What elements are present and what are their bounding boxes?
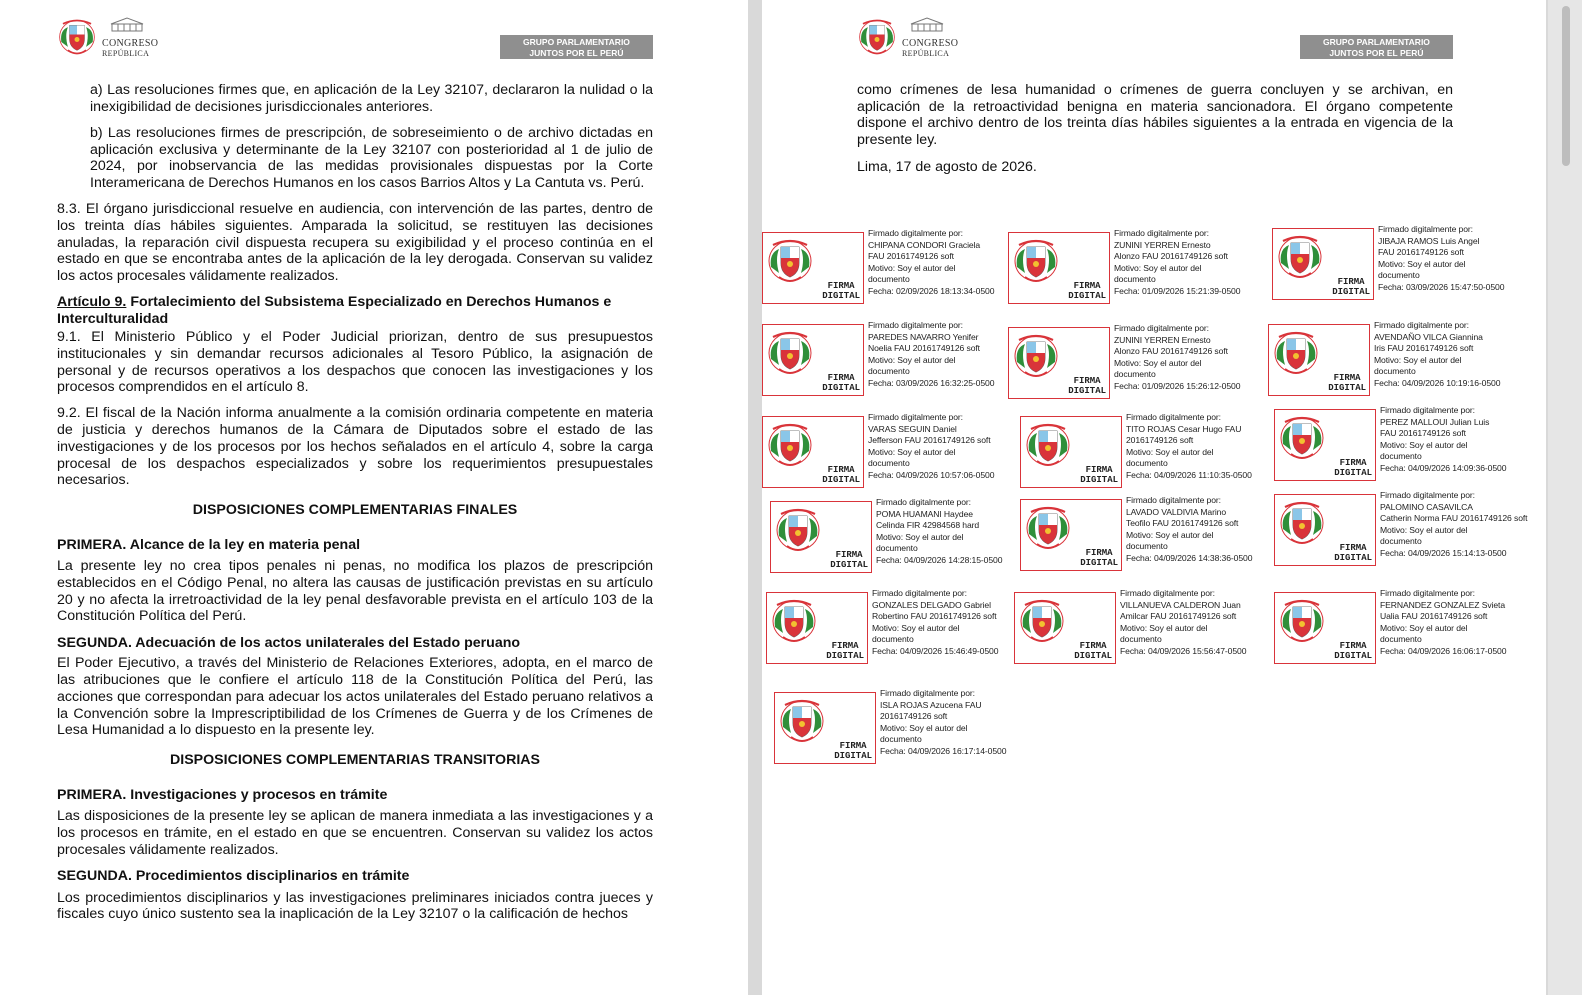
signature-details	[1126, 495, 1252, 565]
signature-date: Fecha: 04/09/2026 14:28:15-0500	[876, 554, 1003, 565]
signature-date: Fecha: 04/09/2026 14:09:36-0500	[1380, 462, 1507, 473]
digital-signature-10	[770, 497, 1020, 577]
signature-reason-cont: documento	[1126, 541, 1168, 552]
firma-digital-label	[1334, 543, 1372, 563]
signed-by-label: Firmado digitalmente por:	[872, 588, 967, 598]
firma-word: FIRMA	[1333, 373, 1361, 383]
signed-by-label: Firmado digitalmente por:	[1378, 224, 1473, 234]
firma-digital-label	[1332, 277, 1370, 297]
digital-signature-11	[1020, 495, 1270, 575]
signature-details	[1380, 490, 1527, 560]
final-1-text: La presente ley no crea tipos penales ni penas, no modifica los plazos de prescripción establecidos en el Código Penal, no altera las causas de justificación previstas en su artículo 20 y no afecta la irretroactividad de la ley penal desfavorable prevista en el artículo 103 de la Constitución Política del Perú.	[57, 558, 653, 625]
signature-date: Fecha: 04/09/2026 14:38:36-0500	[1126, 552, 1253, 563]
signature-reason-cont: documento	[1374, 366, 1416, 377]
scrollbar-thumb[interactable]	[1562, 6, 1570, 166]
right-page-body	[857, 82, 1453, 185]
coat-of-arms-icon	[1279, 414, 1325, 462]
digital-word: DIGITAL	[1328, 383, 1366, 393]
coat-of-arms-icon	[771, 597, 817, 645]
coat-of-arms-icon	[767, 329, 813, 377]
signer-certificate: FAU 20161749126 soft	[1380, 428, 1466, 439]
signed-by-label: Firmado digitalmente por:	[1380, 588, 1475, 598]
signer-certificate: 20161749126 soft	[880, 711, 948, 722]
signature-reason: Motivo: Soy el autor del	[868, 354, 956, 365]
signature-details	[1126, 412, 1252, 482]
coat-of-arms-icon	[1273, 329, 1319, 377]
signature-date: Fecha: 04/09/2026 10:57:06-0500	[868, 469, 995, 480]
coat-of-arms-icon	[858, 14, 896, 60]
signer-name: PAREDES NAVARRO Yenifer	[868, 331, 979, 342]
digital-word: DIGITAL	[834, 751, 872, 761]
digital-word: DIGITAL	[826, 651, 864, 661]
firma-digital-stamp	[1272, 228, 1374, 300]
signer-certificate: Iris FAU 20161749126 soft	[1374, 343, 1474, 354]
document-page-left	[0, 0, 748, 995]
signature-reason: Motivo: Soy el autor del	[872, 622, 960, 633]
coat-of-arms-icon	[779, 697, 825, 745]
coat-of-arms-icon	[1277, 233, 1323, 281]
firma-digital-label	[822, 373, 860, 393]
signature-details	[868, 320, 994, 390]
signature-details	[876, 497, 1002, 567]
signer-name: JIBAJA RAMOS Luis Angel	[1378, 235, 1480, 246]
digital-signature-8	[1020, 412, 1270, 492]
signature-reason: Motivo: Soy el autor del	[868, 262, 956, 273]
signature-date: Fecha: 03/09/2026 15:47:50-0500	[1378, 281, 1505, 292]
signed-by-label: Firmado digitalmente por:	[1114, 228, 1209, 238]
firma-digital-stamp	[762, 416, 864, 488]
signature-reason-cont: documento	[876, 543, 918, 554]
firma-digital-stamp	[1008, 327, 1110, 399]
firma-digital-label	[826, 641, 864, 661]
firma-word: FIRMA	[835, 550, 863, 560]
signed-by-label: Firmado digitalmente por:	[1114, 323, 1209, 333]
signature-reason-cont: documento	[1380, 634, 1422, 645]
firma-digital-stamp	[774, 692, 876, 764]
final-2-text: El Poder Ejecutivo, a través del Ministerio de Relaciones Exteriores, adopta, en el marco de las atribuciones que le confiere el artículo 118 de la Constitución Política del Perú, las acciones que correspondan para adecuar los actos unilaterales del Estado peruano relativos a la Convención sobre la Imprescriptibilidad de los Crímenes de Guerra y de los Crímenes de Lesa Humanidad a lo dispuesto en la presente ley.	[57, 655, 653, 739]
signature-reason: Motivo: Soy el autor del	[1114, 262, 1202, 273]
signature-date: Fecha: 02/09/2026 18:13:34-0500	[868, 285, 995, 296]
firma-word: FIRMA	[1339, 543, 1367, 553]
paragraph-8-3: 8.3. El órgano jurisdiccional resuelve en audiencia, con intervención de las partes, dentro de los treinta días hábiles siguientes. Amparada la solicitud, se restituyen las decisiones anuladas, la reparación civil dispuesta recupera su exigibilidad y el proceso continúa en el estado en que se encontraba antes de la aplicación de la ley derogada. Conservan su validez los actos procesales válidamente realizados.	[57, 201, 653, 285]
signer-name: PEREZ MALLOUI Julian Luis	[1380, 416, 1490, 427]
firma-digital-label	[1068, 281, 1106, 301]
coat-of-arms-icon	[775, 506, 821, 554]
signer-certificate: Ualia FAU 20161749126 soft	[1380, 611, 1488, 622]
firma-digital-label	[834, 741, 872, 761]
signer-certificate: Robertino FAU 20161749126 soft	[872, 611, 997, 622]
digital-signature-7	[762, 412, 1012, 492]
signer-name: POMA HUAMANI Haydee	[876, 508, 973, 519]
article-9-heading	[57, 294, 653, 327]
coat-of-arms-icon	[767, 237, 813, 285]
coat-of-arms-icon	[1013, 237, 1059, 285]
signature-details	[868, 228, 994, 298]
signature-details	[1114, 323, 1240, 393]
firma-digital-stamp	[766, 592, 868, 664]
firma-digital-label	[1080, 548, 1118, 568]
signature-reason: Motivo: Soy el autor del	[1380, 524, 1468, 535]
firma-word: FIRMA	[1339, 641, 1367, 651]
firma-word: FIRMA	[1339, 458, 1367, 468]
paragraph-9-1: 9.1. El Ministerio Público y el Poder Judicial priorizan, dentro de sus presupuestos institucionales y sin demandar recursos adicionales al Tesoro Público, la asignación de personal y de recursos operativos a los despachos que conocen las investigaciones y los procesos comprendidos en el artículo 8.	[57, 329, 653, 396]
date-line: Lima, 17 de agosto de 2026.	[857, 158, 1037, 175]
digital-word: DIGITAL	[1068, 291, 1106, 301]
signature-reason-cont: documento	[1378, 270, 1420, 281]
final-1-title: PRIMERA. Alcance de la ley en materia penal	[57, 536, 361, 553]
congreso-line2: REPÚBLICA	[102, 49, 150, 58]
paragraph-a: a) Las resoluciones firmes que, en aplicación de la Ley 32107, declararon la nulidad o la inexigibilidad de decisiones jurisdiccionales anteriores.	[90, 82, 653, 115]
signature-reason: Motivo: Soy el autor del	[1380, 439, 1468, 450]
digital-signature-13	[766, 588, 1016, 668]
firma-word: FIRMA	[1073, 376, 1101, 386]
signed-by-label: Firmado digitalmente por:	[1126, 412, 1221, 422]
signer-certificate: FAU 20161749126 soft	[1378, 247, 1464, 258]
coat-of-arms-icon	[1279, 499, 1325, 547]
signature-date: Fecha: 04/09/2026 15:14:13-0500	[1380, 547, 1507, 558]
signed-by-label: Firmado digitalmente por:	[880, 688, 975, 698]
digital-signature-5	[1008, 323, 1258, 403]
digital-word: DIGITAL	[1074, 651, 1112, 661]
signature-details	[1378, 224, 1504, 294]
digital-signature-14	[1014, 588, 1264, 668]
firma-word: FIRMA	[1085, 548, 1113, 558]
signed-by-label: Firmado digitalmente por:	[868, 320, 963, 330]
transitory-1-title: PRIMERA. Investigaciones y procesos en trámite	[57, 786, 388, 803]
firma-digital-stamp	[762, 324, 864, 396]
signature-details	[872, 588, 998, 658]
firma-digital-stamp	[1274, 494, 1376, 566]
firma-digital-stamp	[770, 501, 872, 573]
digital-signature-12	[1274, 490, 1528, 570]
firma-word: FIRMA	[1337, 277, 1365, 287]
transitory-2-title: SEGUNDA. Procedimientos disciplinarios en trámite	[57, 867, 410, 884]
firma-digital-stamp	[1014, 592, 1116, 664]
signer-certificate: FAU 20161749126 soft	[868, 251, 954, 262]
congress-building-icon	[110, 16, 144, 32]
signed-by-label: Firmado digitalmente por:	[868, 228, 963, 238]
signature-date: Fecha: 04/09/2026 16:06:17-0500	[1380, 645, 1507, 656]
signature-reason-cont: documento	[868, 366, 910, 377]
signature-details	[880, 688, 1006, 758]
signer-certificate: 20161749126 soft	[1126, 435, 1194, 446]
congreso-wordmark	[902, 32, 958, 59]
congreso-line1: CONGRESO	[102, 38, 159, 49]
firma-word: FIRMA	[1073, 281, 1101, 291]
transitory-1-text: Las disposiciones de la presente ley se aplican de manera inmediata a las investigaciones y a los procesos en trámite, en el estado en que se encuentren. Conservan su validez los actos procesales válidamente realizados.	[57, 808, 653, 858]
signature-date: Fecha: 04/09/2026 10:19:16-0500	[1374, 377, 1501, 388]
article-9-label: Artículo 9.	[57, 294, 127, 311]
article-9-title: Fortalecimiento del Subsistema Especializado en Derechos Humanos e Interculturalidad	[57, 294, 612, 327]
signer-certificate: Noelia FAU 20161749126 soft	[868, 343, 980, 354]
signature-details	[1374, 320, 1500, 390]
signature-reason: Motivo: Soy el autor del	[1126, 446, 1214, 457]
signature-reason: Motivo: Soy el autor del	[1114, 357, 1202, 368]
firma-digital-label	[1334, 458, 1372, 478]
final-2-title: SEGUNDA. Adecuación de los actos unilaterales del Estado peruano	[57, 634, 521, 651]
digital-word: DIGITAL	[1334, 553, 1372, 563]
signed-by-label: Firmado digitalmente por:	[876, 497, 971, 507]
signed-by-label: Firmado digitalmente por:	[1380, 405, 1475, 415]
digital-signature-15	[1274, 588, 1524, 668]
signature-reason: Motivo: Soy el autor del	[1378, 258, 1466, 269]
digital-word: DIGITAL	[1334, 651, 1372, 661]
signature-date: Fecha: 01/09/2026 15:21:39-0500	[1114, 285, 1241, 296]
signature-details	[1380, 588, 1506, 658]
signature-reason-cont: documento	[880, 734, 922, 745]
badge-line1: GRUPO PARLAMENTARIO	[523, 37, 630, 47]
signature-reason: Motivo: Soy el autor del	[880, 722, 968, 733]
signer-certificate: Teofilo FAU 20161749126 soft	[1126, 518, 1239, 529]
congreso-logo	[858, 14, 970, 64]
paragraph-9-2: 9.2. El fiscal de la Nación informa anualmente a la comisión ordinaria competente en materia de justicia y derechos humanos de la Cámara de Diputados sobre el estado de las investigaciones y de los procesos por los hechos señalados en el artículo 4, sobre la carga procesal de los despachos especializados y sobre los requerimientos presupuestales necesarios.	[57, 405, 653, 489]
signature-date: Fecha: 04/09/2026 16:17:14-0500	[880, 745, 1007, 756]
signer-certificate: Alonzo FAU 20161749126 soft	[1114, 251, 1228, 262]
digital-word: DIGITAL	[822, 475, 860, 485]
firma-digital-label	[1328, 373, 1366, 393]
dct-heading: DISPOSICIONES COMPLEMENTARIAS TRANSITORIAS	[170, 751, 540, 768]
digital-signature-16	[774, 688, 1024, 768]
badge-line1: GRUPO PARLAMENTARIO	[1323, 37, 1430, 47]
firma-word: FIRMA	[1079, 641, 1107, 651]
digital-word: DIGITAL	[822, 383, 860, 393]
digital-word: DIGITAL	[1080, 558, 1118, 568]
signature-date: Fecha: 04/09/2026 15:56:47-0500	[1120, 645, 1247, 656]
coat-of-arms-icon	[1025, 504, 1071, 552]
paragraph-b: b) Las resoluciones firmes de prescripción, de sobreseimiento o de archivo dictadas en aplicación exclusiva y determinante de la Ley 32107 con posterioridad al 1 de julio de 2024, por inobservancia de las medidas provisionales dispuestas por la Corte Interamericana de Derechos Humanos en los casos Barrios Altos y La Cantuta vs. Perú.	[90, 124, 653, 192]
signature-details	[1114, 228, 1240, 298]
signer-name: LAVADO VALDIVIA Marino	[1126, 506, 1227, 517]
firma-digital-label	[822, 465, 860, 485]
firma-word: FIRMA	[827, 373, 855, 383]
signature-reason-cont: documento	[868, 458, 910, 469]
signer-name: FERNANDEZ GONZALEZ Svieta	[1380, 599, 1505, 610]
signer-name: ISLA ROJAS Azucena FAU	[880, 699, 982, 710]
congreso-line2: REPÚBLICA	[902, 49, 950, 58]
signature-reason-cont: documento	[1380, 536, 1422, 547]
signed-by-label: Firmado digitalmente por:	[1374, 320, 1469, 330]
signer-name: PALOMINO CASAVILCA	[1380, 501, 1473, 512]
group-badge	[500, 35, 653, 59]
signature-date: Fecha: 01/09/2026 15:26:12-0500	[1114, 380, 1241, 391]
coat-of-arms-icon	[58, 14, 96, 60]
signer-name: TITO ROJAS Cesar Hugo FAU	[1126, 423, 1242, 434]
digital-word: DIGITAL	[1334, 468, 1372, 478]
signature-reason-cont: documento	[872, 634, 914, 645]
transitory-2-text: Los procedimientos disciplinarios y las investigaciones preliminares iniciados contra jueces y fiscales cuyo único sustento sea la inaplicación de la Ley 32107 o la calificación de hechos	[57, 889, 653, 923]
signature-reason: Motivo: Soy el autor del	[868, 446, 956, 457]
badge-line2: JUNTOS POR EL PERÚ	[529, 48, 624, 58]
signature-reason: Motivo: Soy el autor del	[1120, 622, 1208, 633]
firma-word: FIRMA	[831, 641, 859, 651]
digital-signature-3	[1272, 224, 1522, 304]
signer-name: GONZALES DELGADO Gabriel	[872, 599, 991, 610]
firma-digital-stamp	[1008, 232, 1110, 304]
firma-word: FIRMA	[1085, 465, 1113, 475]
signature-reason-cont: documento	[1120, 634, 1162, 645]
signed-by-label: Firmado digitalmente por:	[1120, 588, 1215, 598]
firma-word: FIRMA	[827, 281, 855, 291]
digital-word: DIGITAL	[822, 291, 860, 301]
dcf-heading: DISPOSICIONES COMPLEMENTARIAS FINALES	[192, 501, 518, 518]
signature-date: Fecha: 04/09/2026 11:10:35-0500	[1126, 469, 1252, 480]
signer-certificate: Catherin Norma FAU 20161749126 soft	[1380, 513, 1528, 524]
signature-reason-cont: documento	[1126, 458, 1168, 469]
signature-details	[868, 412, 994, 482]
signature-reason: Motivo: Soy el autor del	[1374, 354, 1462, 365]
signature-details	[1380, 405, 1506, 475]
firma-digital-label	[1334, 641, 1372, 661]
firma-digital-label	[822, 281, 860, 301]
firma-digital-stamp	[1274, 409, 1376, 481]
signature-reason-cont: documento	[1114, 369, 1156, 380]
signer-name: ZUNINI YERREN Ernesto	[1114, 334, 1211, 345]
badge-line2: JUNTOS POR EL PERÚ	[1329, 48, 1424, 58]
signed-by-label: Firmado digitalmente por:	[1126, 495, 1221, 505]
digital-word: DIGITAL	[1080, 475, 1118, 485]
firma-digital-label	[830, 550, 868, 570]
digital-word: DIGITAL	[830, 560, 868, 570]
firma-digital-label	[1068, 376, 1106, 396]
signature-date: Fecha: 04/09/2026 15:46:49-0500	[872, 645, 999, 656]
firma-digital-stamp	[1020, 499, 1122, 571]
digital-signature-9	[1274, 405, 1524, 485]
digital-word: DIGITAL	[1332, 287, 1370, 297]
left-page-body	[57, 82, 653, 933]
coat-of-arms-icon	[767, 421, 813, 469]
digital-word: DIGITAL	[1068, 386, 1106, 396]
coat-of-arms-icon	[1019, 597, 1065, 645]
digital-signature-1	[762, 228, 1012, 308]
firma-digital-stamp	[1268, 324, 1370, 396]
firma-digital-stamp	[762, 232, 864, 304]
coat-of-arms-icon	[1279, 597, 1325, 645]
digital-signature-2	[1008, 228, 1258, 308]
signed-by-label: Firmado digitalmente por:	[868, 412, 963, 422]
signer-name: ZUNINI YERREN Ernesto	[1114, 239, 1211, 250]
congreso-line1: CONGRESO	[902, 38, 959, 49]
digital-signature-4	[762, 320, 1012, 400]
signed-by-label: Firmado digitalmente por:	[1380, 490, 1475, 500]
firma-digital-label	[1074, 641, 1112, 661]
signature-details	[1120, 588, 1246, 658]
paragraph-continuation: como crímenes de lesa humanidad o crímenes de guerra concluyen y se archivan, en aplicación de la retroactividad benigna en materia sancionadora. El órgano competente dispone el archivo dentro de los treinta días hábiles siguientes a la entrada en vigencia de la presente ley.	[857, 82, 1453, 149]
signer-certificate: Jefferson FAU 20161749126 soft	[868, 435, 991, 446]
signer-certificate: Celinda FIR 42984568 hard	[876, 520, 980, 531]
coat-of-arms-icon	[1025, 421, 1071, 469]
signature-date: Fecha: 03/09/2026 16:32:25-0500	[868, 377, 995, 388]
signature-reason-cont: documento	[1114, 274, 1156, 285]
group-badge	[1300, 35, 1453, 59]
congreso-logo	[58, 14, 170, 64]
signer-name: AVENDAÑO VILCA Giannina	[1374, 331, 1483, 342]
signer-name: CHIPANA CONDORI Graciela	[868, 239, 981, 250]
signature-reason: Motivo: Soy el autor del	[876, 531, 964, 542]
signer-certificate: Alonzo FAU 20161749126 soft	[1114, 346, 1228, 357]
congress-building-icon	[910, 16, 944, 32]
signer-certificate: Amilcar FAU 20161749126 soft	[1120, 611, 1237, 622]
congreso-wordmark	[102, 32, 158, 59]
signer-name: VILLANUEVA CALDERON Juan	[1120, 599, 1241, 610]
signature-reason-cont: documento	[1380, 451, 1422, 462]
document-page-right	[762, 0, 1546, 995]
signature-reason: Motivo: Soy el autor del	[1126, 529, 1214, 540]
firma-digital-stamp	[1274, 592, 1376, 664]
firma-digital-stamp	[1020, 416, 1122, 488]
digital-signature-6	[1268, 320, 1518, 400]
signature-reason-cont: documento	[868, 274, 910, 285]
signer-name: VARAS SEGUIN Daniel	[868, 423, 957, 434]
signature-reason: Motivo: Soy el autor del	[1380, 622, 1468, 633]
firma-word: FIRMA	[839, 741, 867, 751]
coat-of-arms-icon	[1013, 332, 1059, 380]
firma-word: FIRMA	[827, 465, 855, 475]
firma-digital-label	[1080, 465, 1118, 485]
